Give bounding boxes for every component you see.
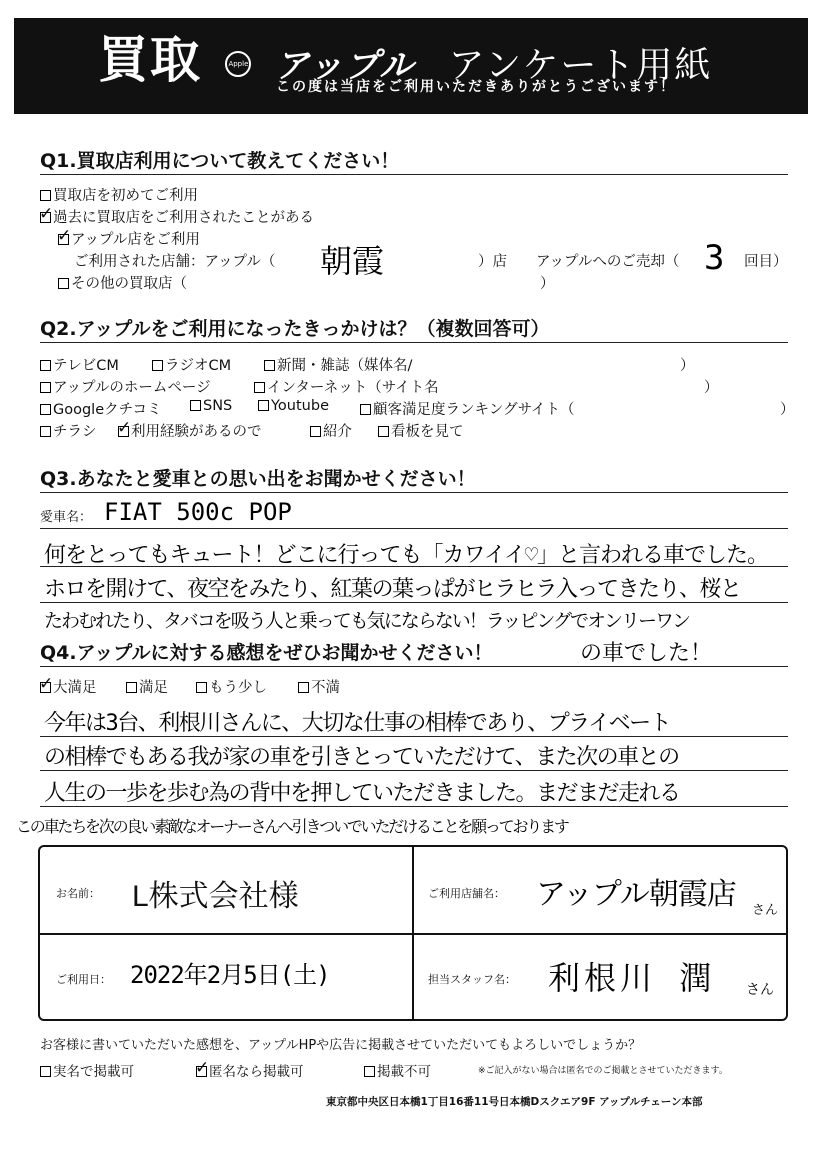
q4-comment-line: 人生の一歩を歩む為の背中を押していただきました。まだまだ走れる bbox=[44, 781, 680, 806]
checkbox[interactable] bbox=[190, 400, 201, 411]
footer-address: 東京都中央区日本橋1丁目16番11号日本橋Dスクエア9F アップルチェーン本部 bbox=[326, 1096, 703, 1108]
q2-title: Q2.アップルをご利用になったきっかけは？（複数回答可） bbox=[40, 318, 550, 340]
q3-memory-line: 何をとってもキュート！どこに行っても「カワイイ♡」と言われる車でした。 bbox=[44, 543, 769, 568]
staff-suffix: さん bbox=[746, 982, 774, 998]
q3-line-2 bbox=[40, 566, 788, 567]
q4-line-3 bbox=[40, 806, 788, 807]
q1-title: Q1.買取店利用について教えてください！ bbox=[40, 150, 400, 172]
q2-option-ranking[interactable]: 顧客満足度ランキングサイト（ bbox=[360, 398, 575, 419]
q2-option-sns[interactable]: SNS bbox=[190, 398, 232, 414]
brand-name: アップル bbox=[274, 46, 416, 86]
box-divider-horizontal bbox=[40, 933, 786, 935]
date-value: 2022年2月5日(土) bbox=[130, 961, 330, 989]
checkbox[interactable] bbox=[58, 278, 69, 289]
checkbox[interactable] bbox=[310, 426, 321, 437]
checkbox[interactable] bbox=[126, 682, 137, 693]
q1-option-other-shop[interactable]: その他の買取店（ bbox=[58, 272, 187, 293]
store-suffix: さん bbox=[752, 903, 779, 918]
q1-store-suffix: ）店 bbox=[478, 254, 507, 270]
q1-option-first-time[interactable]: 買取店を初めてご利用 bbox=[40, 184, 198, 205]
q4-title: Q4.アップルに対する感想をぜひお聞かせください！ bbox=[40, 642, 493, 664]
q4-option-unsatisfied[interactable]: 不満 bbox=[298, 676, 340, 697]
apple-logo-icon: Apple bbox=[225, 51, 251, 77]
checkbox[interactable] bbox=[264, 360, 275, 371]
q2-option-radio[interactable]: ラジオCM bbox=[152, 354, 231, 375]
q2-option-referral[interactable]: 紹介 bbox=[310, 420, 352, 441]
q3-underline bbox=[40, 492, 788, 493]
q2-internet-close: ） bbox=[704, 380, 719, 396]
header-banner bbox=[14, 18, 808, 114]
checkbox[interactable] bbox=[40, 404, 51, 415]
q2-option-internet[interactable]: インターネット（サイト名 bbox=[254, 376, 439, 397]
name-label: お名前： bbox=[56, 887, 100, 900]
consent-option-anonymous[interactable]: ✓ 匿名なら掲載可 bbox=[196, 1060, 304, 1080]
q3-memory-line: たわむれたり、タバコを吸う人と乗っても気にならない！ラッピングでオンリーワン bbox=[44, 610, 690, 632]
date-label: ご利用日： bbox=[56, 973, 111, 986]
q2-option-experience[interactable]: ✓ 利用経験があるので bbox=[118, 420, 262, 441]
q1-option-apple-store[interactable]: ✓アップル店をご利用 bbox=[58, 228, 200, 249]
kaitori-text: 買取 bbox=[98, 31, 202, 89]
store-value: アップル朝霞店 bbox=[536, 877, 736, 912]
checkbox[interactable] bbox=[40, 382, 51, 393]
checkbox[interactable] bbox=[254, 382, 265, 393]
q2-option-youtube[interactable]: Youtube bbox=[258, 398, 329, 414]
checkbox-checked[interactable] bbox=[40, 682, 51, 693]
q4-comment-line: の相棒でもある我が家の車を引きとっていただけて、また次の車との bbox=[44, 745, 679, 770]
q2-underline bbox=[40, 342, 788, 343]
checkbox[interactable] bbox=[364, 1066, 375, 1077]
q1-underline bbox=[40, 174, 788, 175]
checkbox-checked[interactable] bbox=[58, 234, 69, 245]
checkbox[interactable] bbox=[152, 360, 163, 371]
checkbox[interactable] bbox=[298, 682, 309, 693]
checkbox[interactable] bbox=[40, 190, 51, 201]
checkbox[interactable] bbox=[40, 1066, 51, 1077]
q3-line-1 bbox=[40, 528, 788, 529]
checkbox-checked[interactable] bbox=[40, 212, 51, 223]
q4-underline bbox=[40, 666, 788, 667]
staff-value: 利根川 潤 bbox=[548, 959, 716, 997]
q3-line-3 bbox=[40, 602, 788, 603]
q1-visit-count-label: アップルへのご売却（ bbox=[536, 254, 680, 270]
q4-line-1 bbox=[40, 736, 788, 737]
checkbox[interactable] bbox=[40, 360, 51, 371]
q4-line-2 bbox=[40, 770, 788, 771]
q2-ranking-close: ） bbox=[780, 402, 795, 418]
checkbox[interactable] bbox=[258, 400, 269, 411]
q4-comment-line: 今年は3台、利根川さんに、大切な仕事の相棒であり、プライベート bbox=[44, 711, 671, 736]
q2-option-newspaper[interactable]: 新聞・雑誌（媒体名/ bbox=[264, 354, 412, 375]
q4-comment-line: この車たちを次の良い素敵なオーナーさんへ引きついでいただけることを願っております bbox=[16, 817, 568, 836]
staff-label: 担当スタッフ名： bbox=[428, 973, 516, 986]
q3-title: Q3.あなたと愛車との思い出をお聞かせください！ bbox=[40, 468, 476, 490]
q3-memory-line: の車でした！ bbox=[580, 641, 713, 666]
q1-option-used-before[interactable]: ✓過去に買取店をご利用されたことがある bbox=[40, 206, 314, 227]
consent-note: ※ご記入がない場合は匿名でのご掲載とさせていただきます。 bbox=[478, 1066, 728, 1076]
store-label: ご利用店舗名： bbox=[428, 887, 505, 900]
q1-store-used-value: 朝霞 bbox=[320, 242, 385, 280]
checkbox[interactable] bbox=[360, 404, 371, 415]
checkbox-checked[interactable] bbox=[118, 426, 129, 437]
header-subtitle: この度は当店をご利用いただきありがとうございます！ bbox=[276, 79, 676, 95]
consent-option-not-allowed[interactable]: 掲載不可 bbox=[364, 1060, 431, 1080]
q4-option-satisfied[interactable]: 満足 bbox=[126, 676, 168, 697]
consent-option-real-name[interactable]: 実名で掲載可 bbox=[40, 1060, 134, 1080]
q2-newspaper-close: ） bbox=[680, 358, 695, 374]
q4-option-a-little-more[interactable]: もう少し bbox=[196, 676, 267, 697]
name-value: L株式会社様 bbox=[132, 880, 299, 913]
customer-info-box bbox=[38, 845, 788, 1021]
q2-option-flyer[interactable]: チラシ bbox=[40, 420, 97, 441]
q2-option-homepage[interactable]: アップルのホームページ bbox=[40, 376, 211, 397]
checkbox[interactable] bbox=[378, 426, 389, 437]
q1-visit-count-value: 3 bbox=[704, 238, 725, 278]
q3-car-name: FIAT 500c POP bbox=[104, 498, 292, 526]
q2-option-signboard[interactable]: 看板を見て bbox=[378, 420, 464, 441]
q3-car-label: 愛車名： bbox=[40, 510, 93, 525]
checkbox[interactable] bbox=[40, 426, 51, 437]
q2-option-google[interactable]: Googleクチコミ bbox=[40, 398, 162, 419]
consent-question: お客様に書いていただいた感想を、アップルHPや広告に掲載させていただいてもよろしいでしょうか？ bbox=[40, 1038, 642, 1053]
q1-other-shop-close: ） bbox=[540, 276, 555, 292]
q3-memory-line: ホロを開けて、夜空をみたり、紅葉の葉っぱがヒラヒラ入ってきたり、桜と bbox=[44, 577, 741, 602]
q2-option-tv[interactable]: テレビCM bbox=[40, 354, 119, 375]
q4-option-very-satisfied[interactable]: ✓大満足 bbox=[40, 676, 97, 697]
q1-visit-count-suffix: 回目） bbox=[744, 254, 788, 270]
q1-store-used-label: ご利用された店舗：アップル（ bbox=[74, 254, 276, 270]
checkbox-checked[interactable] bbox=[196, 1066, 207, 1077]
survey-title: アンケート用紙 bbox=[448, 45, 713, 86]
checkbox[interactable] bbox=[196, 682, 207, 693]
